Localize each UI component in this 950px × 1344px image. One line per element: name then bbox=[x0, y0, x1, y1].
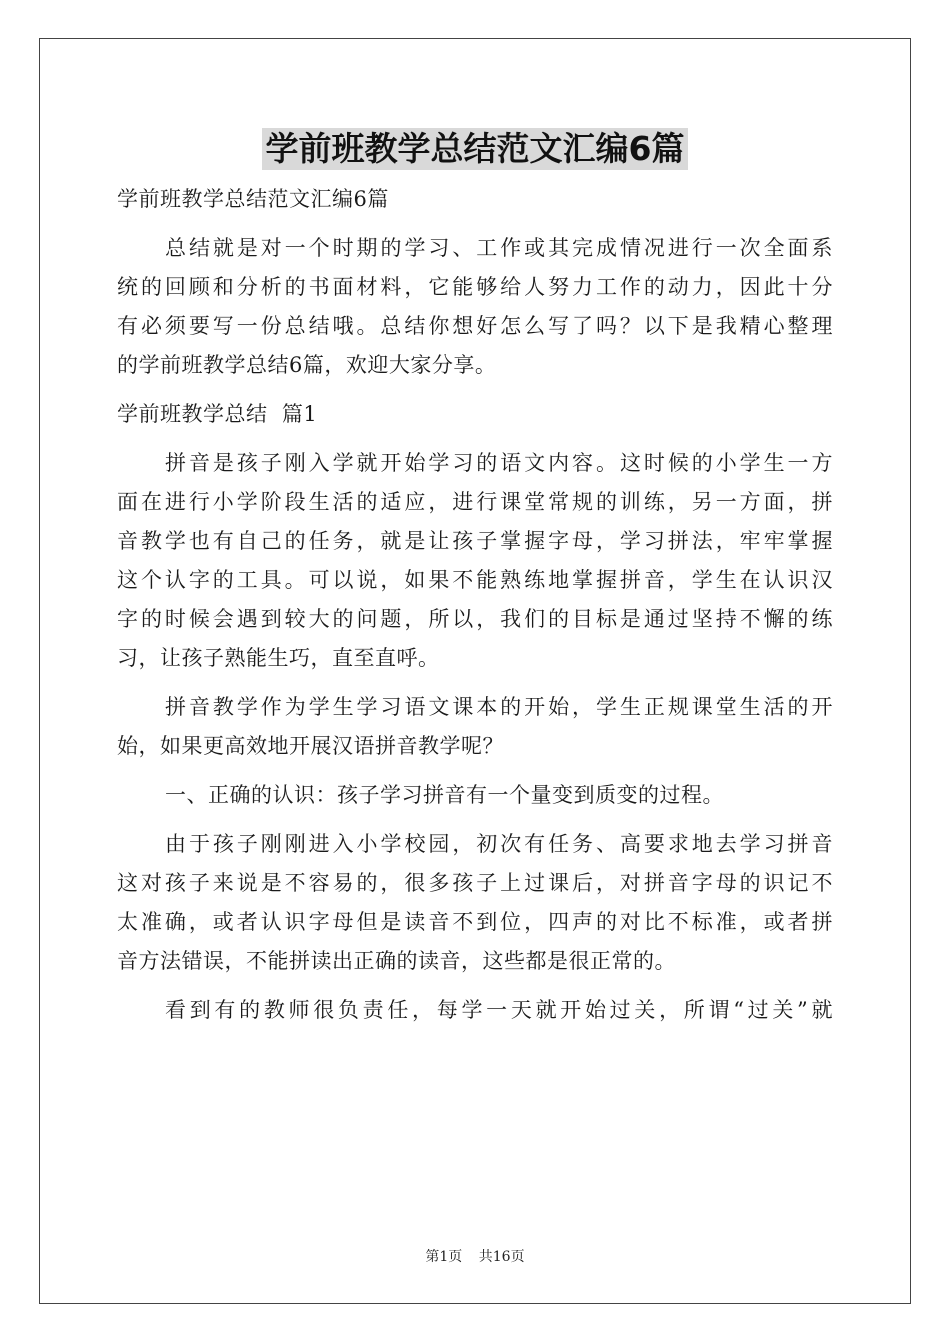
paragraph-line: 面在进行小学阶段生活的适应，进行课堂常规的训练，另一方面，拼 bbox=[117, 490, 833, 514]
paragraph-line: 音方法错误，不能拼读出正确的读音，这些都是很正常的。 bbox=[117, 949, 676, 973]
document-title: 学前班教学总结范文汇编6篇 bbox=[262, 128, 689, 170]
paragraph-line: 由于孩子刚刚进入小学校园，初次有任务、高要求地去学习拼音 bbox=[165, 832, 833, 856]
paragraph-line: 的学前班教学总结6篇，欢迎大家分享。 bbox=[117, 353, 497, 377]
paragraph-line: 这个认字的工具。可以说，如果不能熟练地掌握拼音，学生在认识汉 bbox=[117, 568, 833, 592]
paragraph-line: 始，如果更高效地开展汉语拼音教学呢？ bbox=[117, 734, 504, 758]
paragraph-line: 统的回顾和分析的书面材料，它能够给人努力工作的动力，因此十分 bbox=[117, 275, 833, 299]
paragraph-line: 拼音是孩子刚入学就开始学习的语文内容。这时候的小学生一方 bbox=[165, 451, 833, 475]
paragraph-line: 看到有的教师很负责任，每学一天就开始过关，所谓“过关”就 bbox=[165, 998, 833, 1022]
paragraph-line: 这对孩子来说是不容易的，很多孩子上过课后，对拼音字母的识记不 bbox=[117, 871, 833, 895]
page-footer bbox=[0, 1248, 950, 1266]
paragraph-line: 音教学也有自己的任务，就是让孩子掌握字母，学习拼法，牢牢掌握 bbox=[117, 529, 833, 553]
paragraph-line: 总结就是对一个时期的学习、工作或其完成情况进行一次全面系 bbox=[165, 236, 833, 260]
section-heading bbox=[117, 395, 833, 434]
paragraph-line: 一、正确的认识：孩子学习拼音有一个量变到质变的过程。 bbox=[165, 783, 724, 807]
paragraph-line: 太准确，或者认识字母但是读音不到位，四声的对比不标准，或者拼 bbox=[117, 910, 833, 934]
paragraph-pinyin-start bbox=[117, 688, 833, 766]
paragraph-line: 有必须要写一份总结哦。总结你想好怎么写了吗？以下是我精心整理 bbox=[117, 314, 833, 338]
paragraph-line: 习，让孩子熟能生巧，直至直呼。 bbox=[117, 646, 440, 670]
document-subtitle: 学前班教学总结范文汇编6篇 bbox=[117, 187, 389, 211]
title-container bbox=[0, 128, 950, 170]
document-body bbox=[117, 180, 833, 1030]
page-number: 第1页 bbox=[425, 1249, 463, 1265]
page-total: 共16页 bbox=[478, 1249, 525, 1265]
paragraph-new-students bbox=[117, 825, 833, 981]
paragraph-line: 拼音教学作为学生学习语文课本的开始，学生正规课堂生活的开 bbox=[165, 695, 833, 719]
section-heading-text: 学前班教学总结 篇1 bbox=[117, 402, 318, 426]
paragraph-teachers bbox=[117, 991, 833, 1030]
paragraph-line: 字的时候会遇到较大的问题，所以，我们的目标是通过坚持不懈的练 bbox=[117, 607, 833, 631]
paragraph-intro bbox=[117, 229, 833, 385]
paragraph-point-one bbox=[117, 776, 833, 815]
paragraph-pinyin-intro bbox=[117, 444, 833, 678]
